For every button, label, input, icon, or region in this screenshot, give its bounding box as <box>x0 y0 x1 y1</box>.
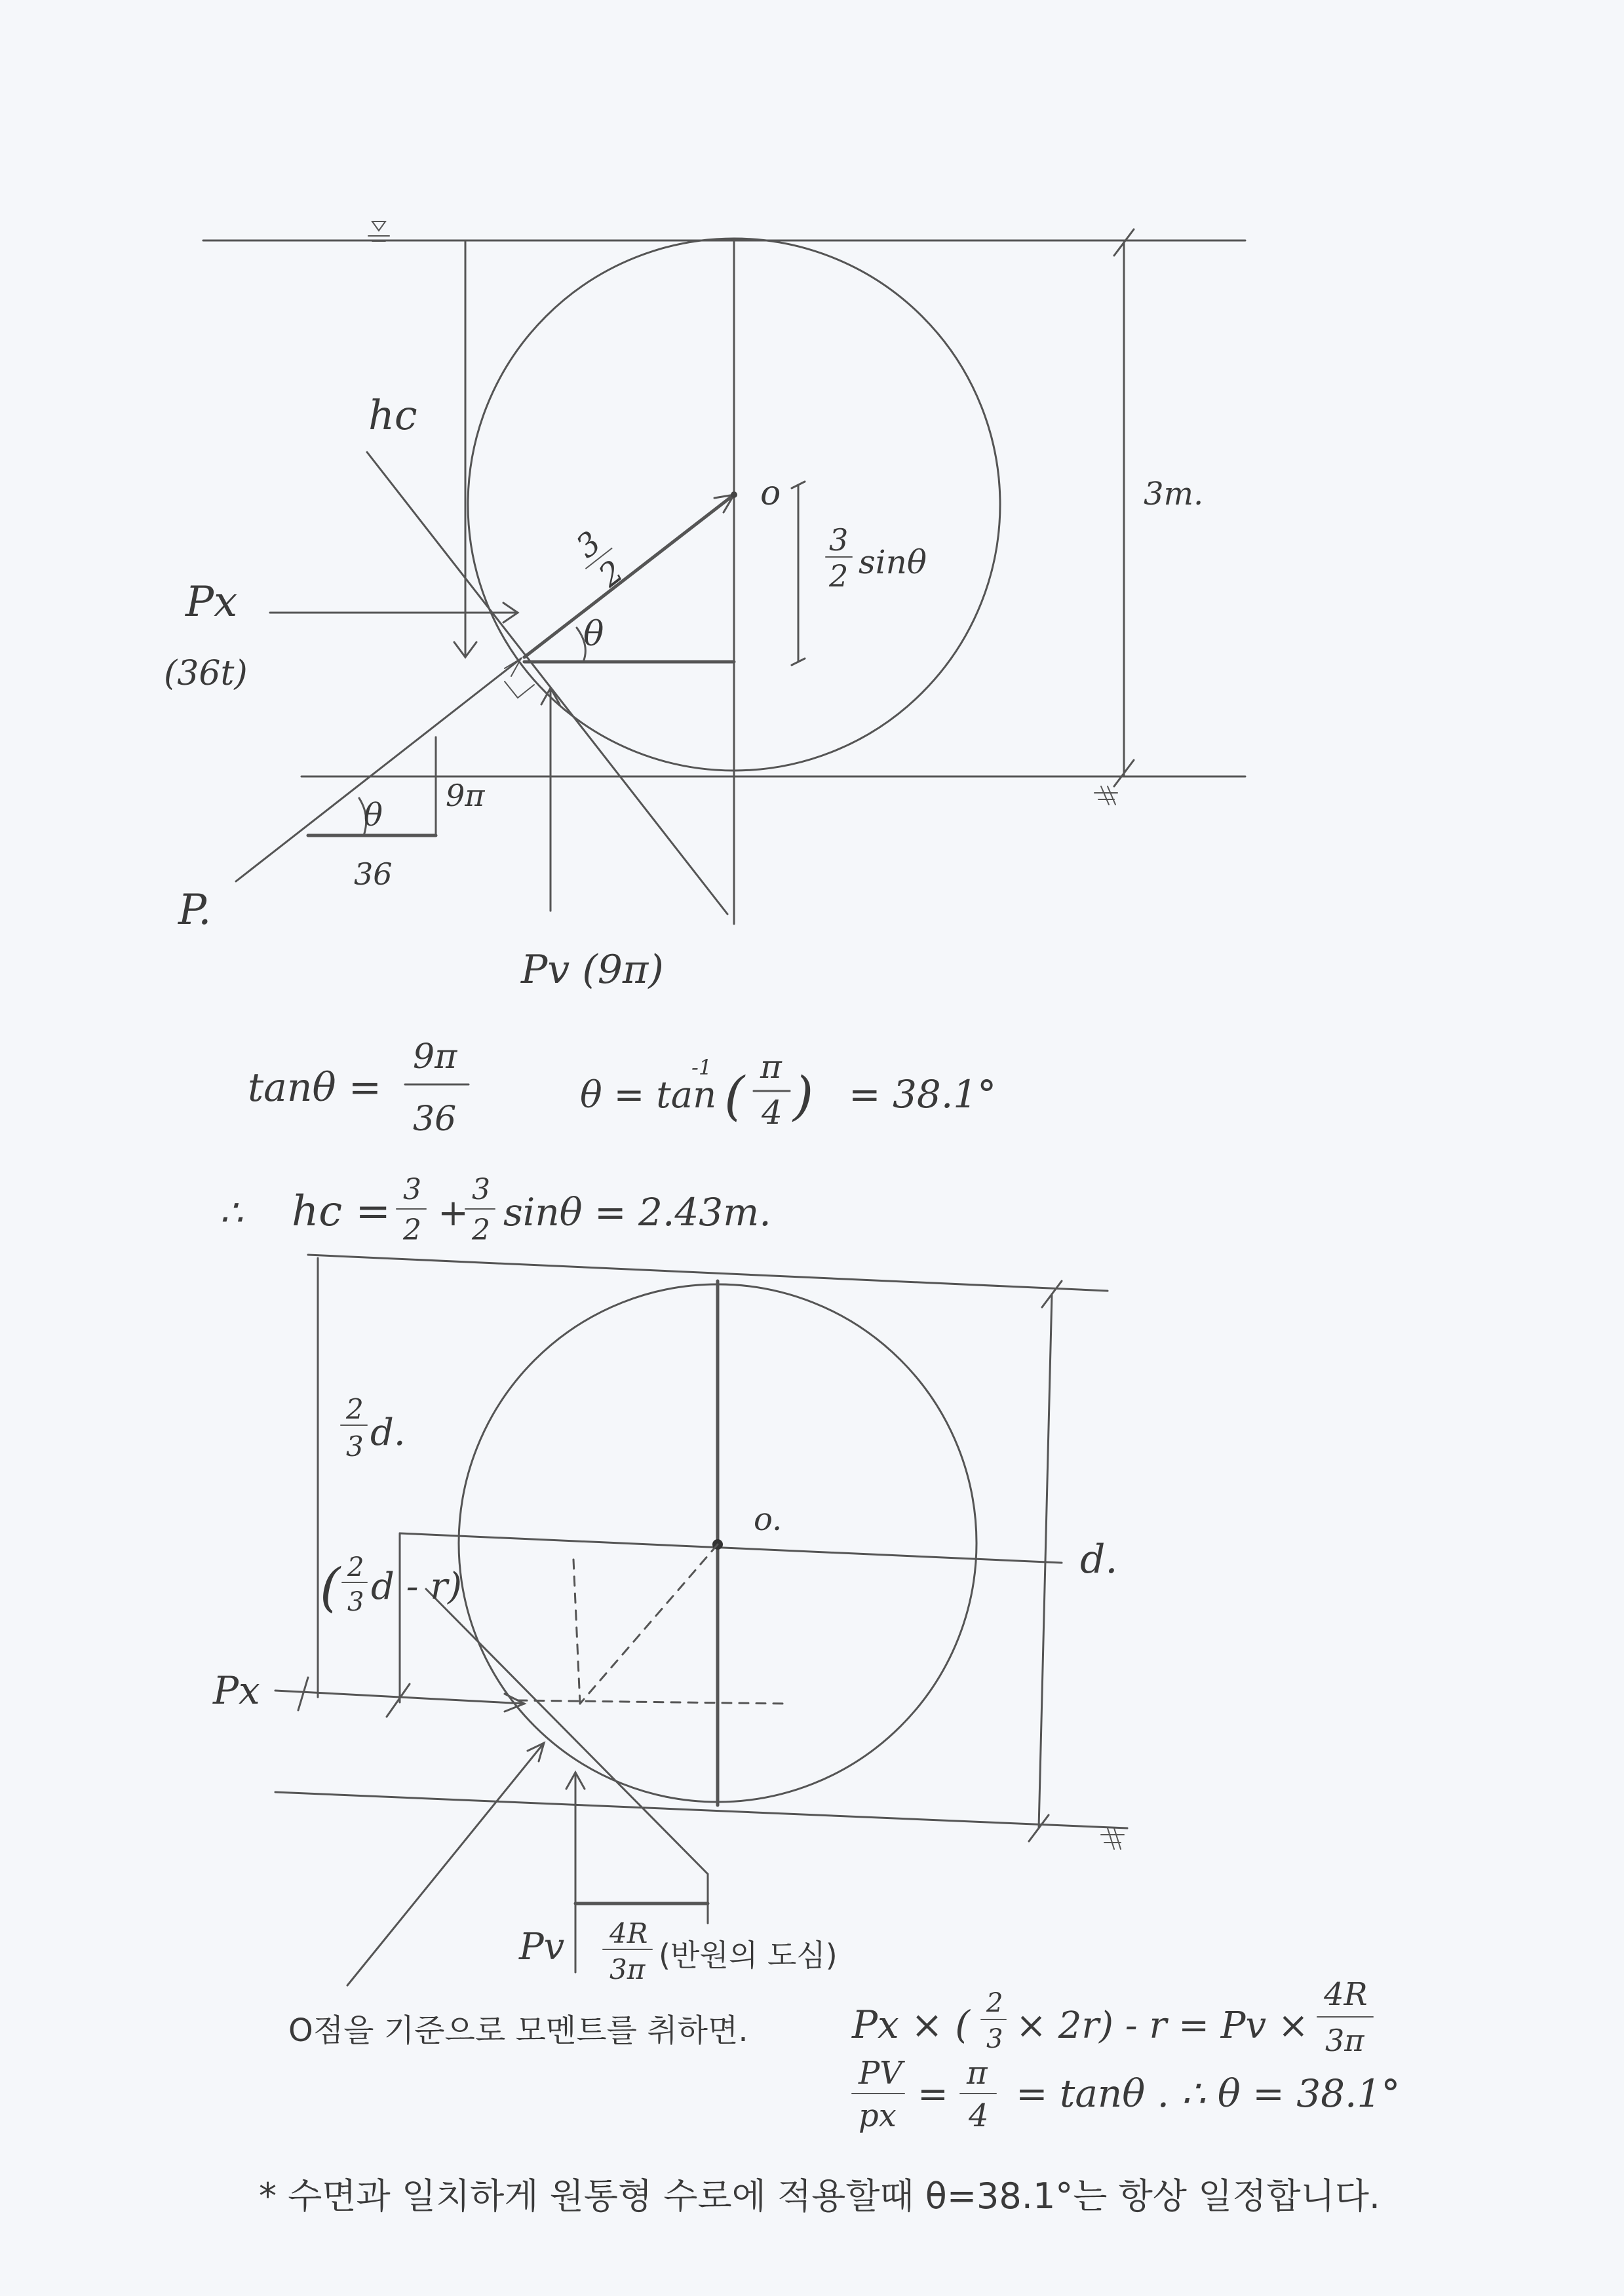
channel-bottom-line-2 <box>275 1792 1127 1828</box>
tan-numerator: 9π <box>413 1037 457 1077</box>
right-angle-mark <box>505 681 518 698</box>
moment-section <box>288 1976 1400 2134</box>
hc-plus: + <box>438 1192 469 1234</box>
ratio-pi-den: 4 <box>969 2097 989 2134</box>
inverse-superscript: -1 <box>691 1055 712 1080</box>
moment-frac-num: 2 <box>986 1988 1003 2018</box>
svg-text:3: 3 <box>346 1430 364 1463</box>
theta-label-1: θ <box>583 615 604 654</box>
theta-label-2: θ <box>364 797 383 833</box>
water-surface-symbol <box>368 221 389 241</box>
tangent-line-2 <box>426 1589 708 1874</box>
dashed-horizontal <box>518 1700 786 1704</box>
tangent-line-1 <box>367 452 727 914</box>
hc-label: hc <box>368 391 417 439</box>
ratio-equals: = <box>918 2073 948 2116</box>
svg-text:3π: 3π <box>609 1953 646 1985</box>
px-label-2: Px <box>213 1668 260 1713</box>
ratio-result: = tanθ . ∴ θ = 38.1° <box>1016 2071 1401 2116</box>
svg-text:2: 2 <box>592 553 630 595</box>
radius-fraction <box>564 520 635 598</box>
px-label-1: Px <box>185 578 238 626</box>
p-resultant-line-2 <box>347 1743 544 1985</box>
ratio-pi-num: π <box>967 2055 988 2092</box>
pv-label-1: Pv (9π) <box>521 947 664 993</box>
triangle-vertical-label: 9π <box>446 778 485 813</box>
hc-frac-b-num: 3 <box>472 1173 490 1206</box>
ratio-numerator: PV <box>859 2055 902 2092</box>
svg-text:2: 2 <box>829 558 849 594</box>
svg-text:d.: d. <box>370 1411 406 1454</box>
moment-eq-c-num: 4R <box>1324 1976 1368 2013</box>
triangle-horizontal-label: 36 <box>354 856 393 892</box>
bottom-hatch-2 <box>1101 1828 1124 1849</box>
dashed-radius <box>580 1544 718 1704</box>
therefore-symbol: ∴ <box>220 1192 243 1234</box>
svg-text:2: 2 <box>346 1393 364 1425</box>
svg-text:3: 3 <box>829 522 849 558</box>
centroid-label <box>603 1917 838 1985</box>
theta-paren-open: ( <box>724 1065 745 1126</box>
bottom-hatch-1 <box>1094 786 1117 805</box>
svg-text:(반원의 도심): (반원의 도심) <box>659 1938 838 1973</box>
equations <box>220 1037 996 1247</box>
moment-text: O점을 기준으로 모멘트를 취하면. <box>288 2012 748 2049</box>
depth-label-2: d. <box>1080 1537 1118 1582</box>
center-point-1 <box>731 491 737 498</box>
hc-result: sinθ = 2.43m. <box>503 1190 771 1234</box>
depth-label-1: 3m. <box>1144 476 1204 512</box>
svg-text:4R: 4R <box>609 1917 648 1949</box>
svg-text:(: ( <box>320 1557 341 1618</box>
theta-result: = 38.1° <box>849 1072 997 1117</box>
hc-equation: hc = <box>292 1187 391 1236</box>
horizontal-diameter-2 <box>400 1533 1062 1563</box>
hc-frac-a-den: 2 <box>403 1214 421 1247</box>
tan-denominator: 36 <box>413 1100 457 1139</box>
radius-line-1 <box>524 495 734 657</box>
sin-label <box>826 522 927 594</box>
moment-frac-den: 3 <box>986 2024 1003 2054</box>
svg-text:3: 3 <box>569 524 608 565</box>
svg-text:sinθ: sinθ <box>859 543 927 581</box>
svg-text:3: 3 <box>347 1587 364 1617</box>
pv-label-2: Pv <box>519 1926 565 1968</box>
footnote: * 수면과 일치하게 원통형 수로에 적용할때 θ=38.1°는 항상 일정합니다. <box>259 2175 1381 2217</box>
moment-eq-c-den: 3π <box>1325 2023 1364 2058</box>
center-label-1: o <box>760 474 781 513</box>
two-thirds-d-label <box>341 1393 406 1463</box>
moment-eq-b: × 2r) - r = Pv × <box>1016 2004 1309 2047</box>
p-label: P. <box>178 886 212 934</box>
paren-d-minus-r-label <box>320 1552 462 1618</box>
svg-text:2: 2 <box>347 1552 364 1582</box>
moment-eq-a: Px × ( <box>852 2002 970 2047</box>
p-resultant-line-1 <box>236 659 521 881</box>
tan-equation: tanθ = <box>248 1065 381 1111</box>
dashed-vertical <box>573 1559 580 1704</box>
theta-numerator: π <box>760 1048 782 1086</box>
figure-1 <box>164 221 1245 993</box>
hc-frac-b-den: 2 <box>472 1214 490 1247</box>
theta-denominator: 4 <box>762 1094 783 1132</box>
center-label-2: o. <box>754 1501 783 1538</box>
px-magnitude-label: (36t) <box>164 654 248 693</box>
theta-equation: θ = tan <box>580 1074 717 1117</box>
ratio-denominator: px <box>859 2097 897 2134</box>
svg-text:d - r): d - r) <box>371 1565 462 1608</box>
figure-2 <box>212 1255 1127 1985</box>
hc-frac-a-num: 3 <box>403 1173 421 1206</box>
theta-paren-close: ) <box>793 1065 814 1126</box>
